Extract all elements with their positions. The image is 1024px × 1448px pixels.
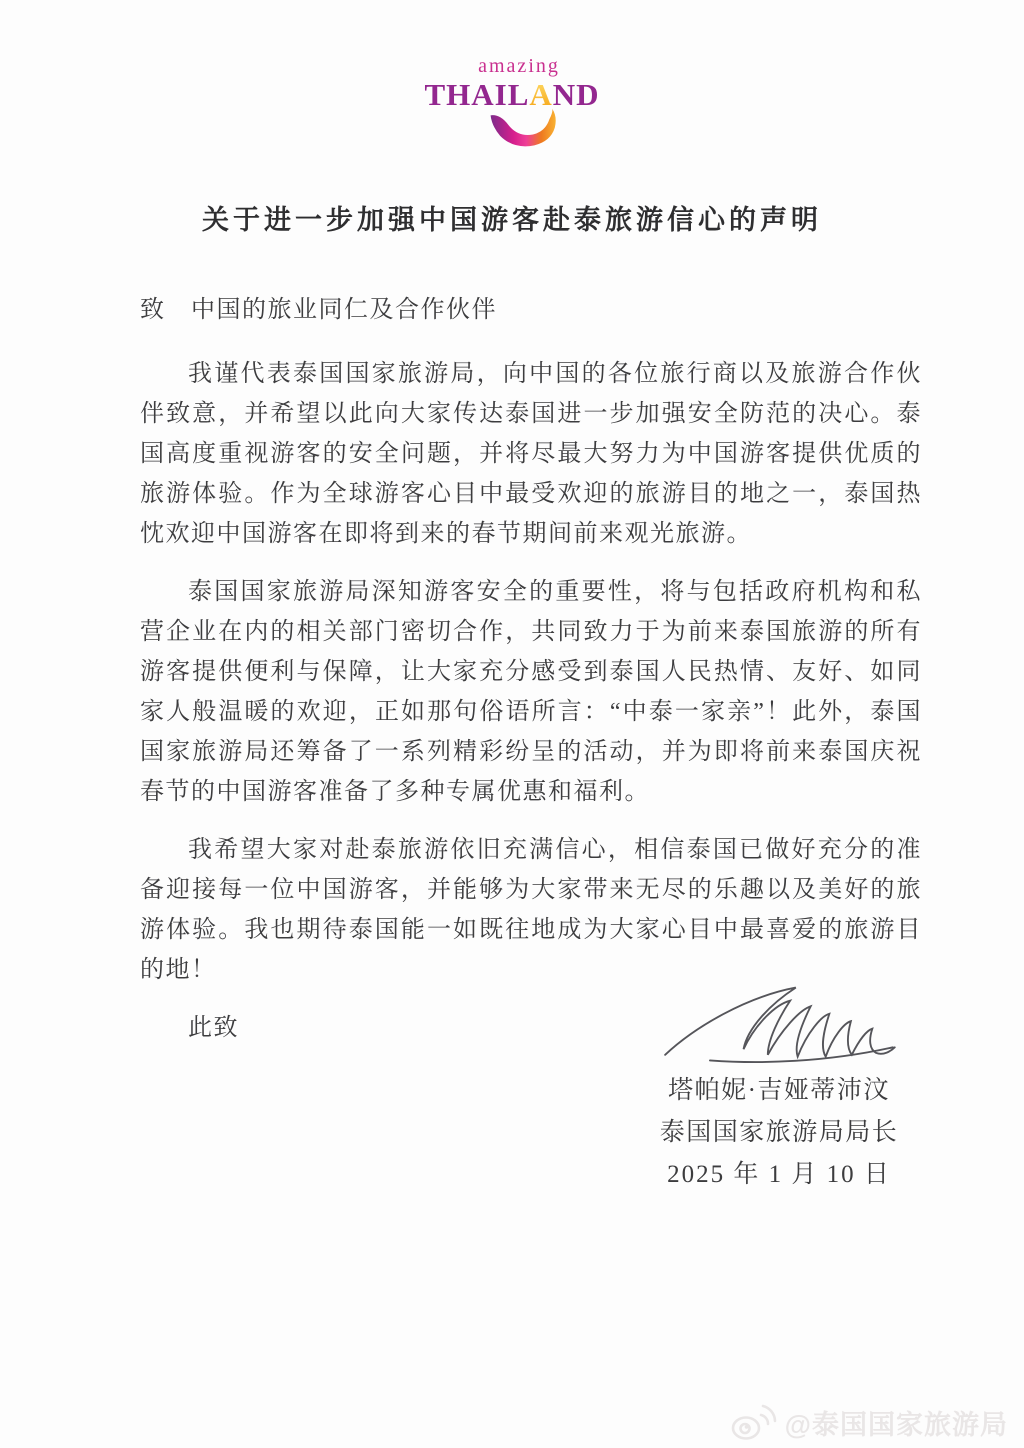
salutation: 致 中国的旅业同仁及合作伙伴: [140, 297, 497, 323]
paragraph-3: 我希望大家对赴泰旅游依旧充满信心，相信泰国已做好充分的准备迎接每一位中国游客，并能够为大家带来无尽的乐趣以及美好的旅游体验。我也期待泰国能一如既往地成为大家心目中最喜爱的旅游目的地！: [140, 837, 922, 983]
logo-thailand-pre: THAIL: [424, 77, 530, 112]
closing-phrase: 此致: [188, 1015, 239, 1041]
signatory-name: 塔帕妮·吉娅蒂沛汶: [668, 1077, 890, 1104]
logo-thailand-post: ND: [552, 77, 600, 112]
letter-date: 2025 年 1 月 10 日: [667, 1161, 891, 1188]
weibo-icon: [729, 1402, 777, 1442]
watermark-text: @泰国国家旅游局: [784, 1409, 1008, 1440]
logo-amazing-text: amazing: [478, 55, 560, 77]
letter-title: 关于进一步加强中国游客赴泰旅游信心的声明: [202, 205, 822, 235]
amazing-thailand-logo: [0, 56, 1024, 154]
logo-smile-swoosh-icon: [481, 104, 563, 154]
handwritten-signature-image: [654, 982, 904, 1066]
letter-body: [140, 290, 922, 1048]
weibo-watermark: [729, 1402, 1008, 1442]
signature-block: [614, 982, 944, 1196]
logo-thailand-accent-letter: A: [529, 77, 553, 112]
signatory-title: 泰国国家旅游局局长: [659, 1119, 899, 1146]
paragraph-2: 泰国国家旅游局深知游客安全的重要性，将与包括政府机构和私营企业在内的相关部门密切合作，共同致力于为前来泰国旅游的所有游客提供便利与保障，让大家充分感受到泰国人民热情、友好、如同家人般温暖的欢迎，正如那句俗语所言：“中泰一家亲”！此外，泰国国家旅游局还筹备了一系列精彩纷呈的活动，并为即将前来泰国庆祝春节的中国游客准备了多种专属优惠和福利。: [140, 579, 922, 805]
paragraph-1: 我谨代表泰国国家旅游局，向中国的各位旅行商以及旅游合作伙伴致意，并希望以此向大家传达泰国进一步加强安全防范的决心。泰国高度重视游客的安全问题，并将尽最大努力为中国游客提供优质的旅游体验。作为全球游客心目中最受欢迎的旅游目的地之一，泰国热忱欢迎中国游客在即将到来的春节期间前来观光旅游。: [140, 361, 922, 547]
